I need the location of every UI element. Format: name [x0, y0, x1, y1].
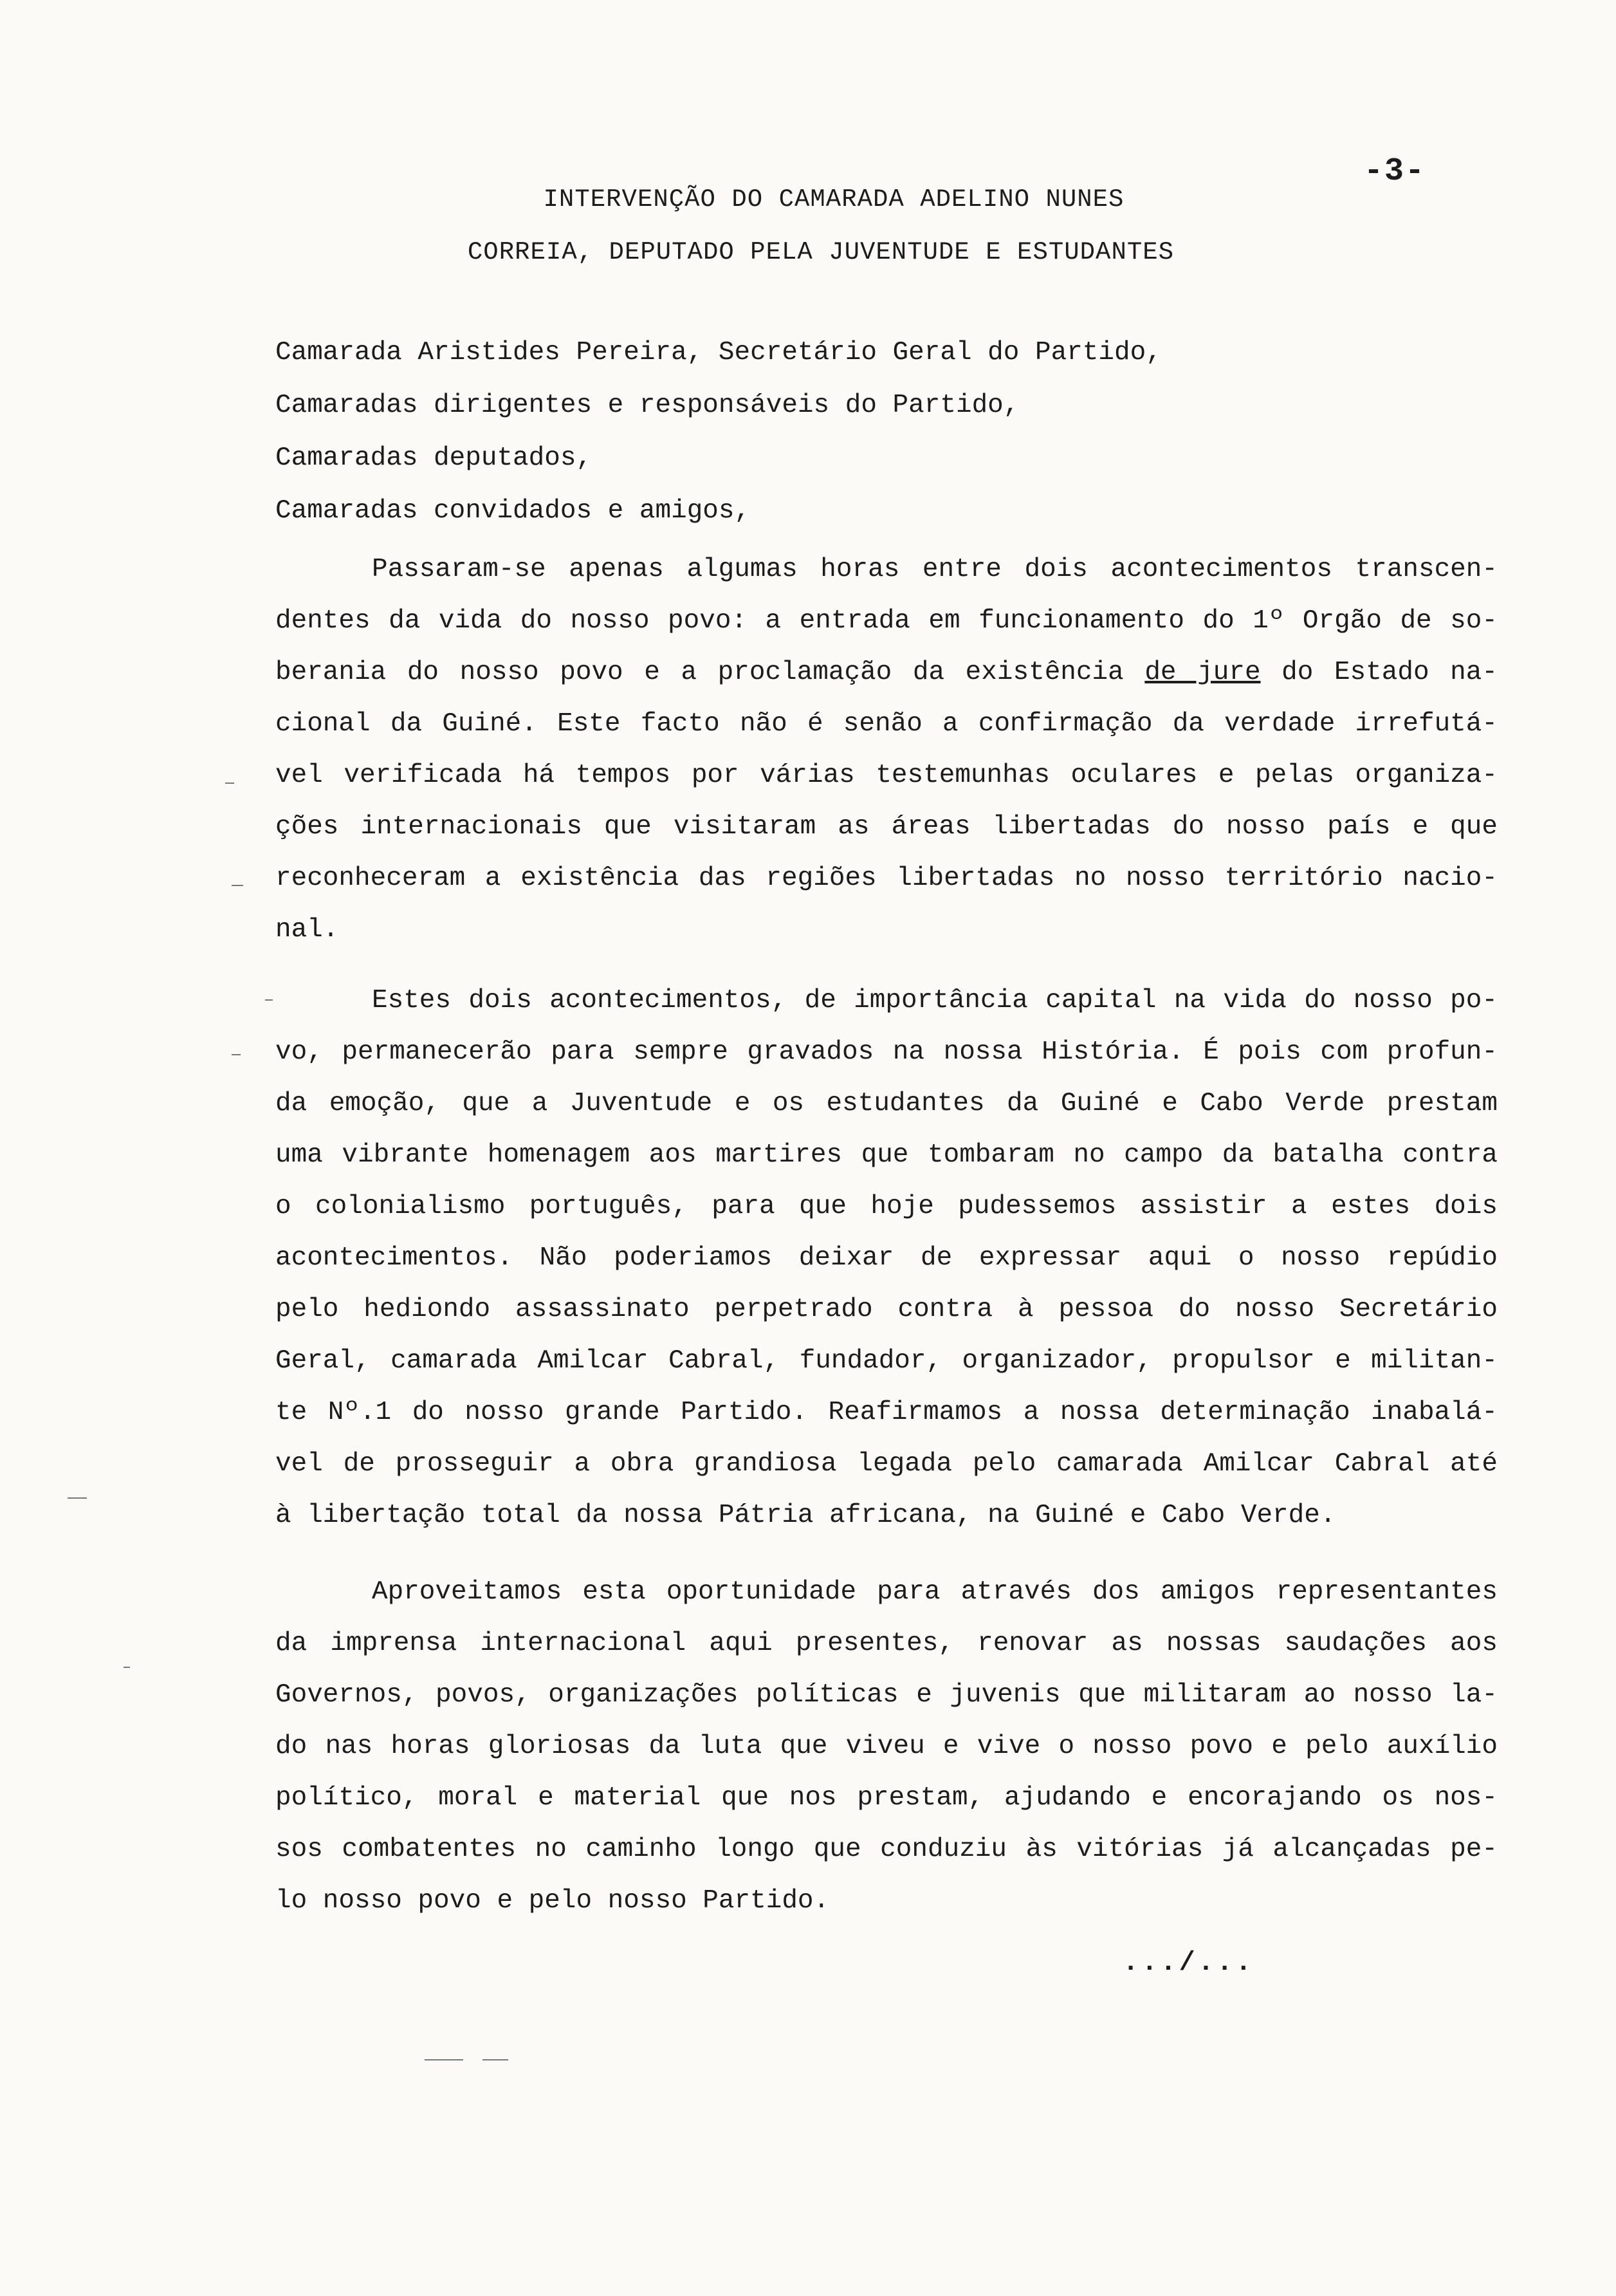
text-line: nal. — [275, 915, 339, 945]
margin-speck — [68, 1497, 87, 1499]
text-line: da emoção, que a Juventude e os estudantes da Guiné e Cabo Verde prestam — [275, 1089, 1498, 1118]
paragraph-3 — [275, 1566, 1498, 1927]
salutation-line: Camaradas dirigentes e responsáveis do Partido, — [275, 391, 1020, 420]
text-line: vel de prosseguir a obra grandiosa legada pelo camarada Amilcar Cabral até — [275, 1449, 1498, 1479]
text-line: Aproveitamos esta oportunidade para através dos amigos representantes — [372, 1577, 1498, 1607]
salutation-line: Camaradas convidados e amigos, — [275, 496, 751, 526]
margin-speck — [232, 1054, 241, 1055]
salutations — [275, 326, 1162, 537]
title-line-1: INTERVENÇÃO DO CAMARADA ADELINO NUNES — [543, 185, 1125, 214]
text-line: do nas horas gloriosas da luta que viveu e vive o nosso povo e pelo auxílio — [275, 1732, 1498, 1761]
margin-speck — [265, 999, 273, 1001]
salutation-line: Camaradas deputados, — [275, 443, 592, 473]
salutation-line: Camarada Aristides Pereira, Secretário Geral do Partido, — [275, 338, 1162, 367]
text-line: Estes dois acontecimentos, de importância capital na vida do nosso po- — [372, 986, 1498, 1015]
text-line: Passaram-se apenas algumas horas entre dois acontecimentos transcen- — [372, 555, 1498, 584]
text-line: lo nosso povo e pelo nosso Partido. — [275, 1886, 830, 1916]
text-line: Governos, povos, organizações políticas e juvenis que militaram ao nosso la- — [275, 1680, 1498, 1710]
text-line: vo, permanecerão para sempre gravados na nossa História. É pois com profun- — [275, 1037, 1498, 1067]
paragraph-1 — [275, 544, 1498, 956]
margin-speck — [425, 2059, 463, 2060]
text-line: cional da Guiné. Este facto não é senão a confirmação da verdade irrefutá- — [275, 709, 1498, 739]
title-line-2: CORREIA, DEPUTADO PELA JUVENTUDE E ESTUDANTES — [467, 238, 1175, 266]
text-line: uma vibrante homenagem aos martires que tombaram no campo da batalha contra — [275, 1140, 1498, 1170]
text-line: sos combatentes no caminho longo que conduziu às vitórias já alcançadas pe- — [275, 1835, 1498, 1864]
text-line — [275, 647, 1498, 698]
margin-speck — [124, 1667, 130, 1668]
text-line: dentes da vida do nosso povo: a entrada em funcionamento do 1º Orgão de so- — [275, 606, 1498, 636]
text-line: à libertação total da nossa Pátria africana, na Guiné e Cabo Verde. — [275, 1501, 1336, 1530]
text-line: político, moral e material que nos prestam, ajudando e encorajando os nos- — [275, 1783, 1498, 1813]
text-line: te Nº.1 do nosso grande Partido. Reafirmamos a nossa determinação inabalá- — [275, 1398, 1498, 1427]
text-line: vel verificada há tempos por várias testemunhas oculares e pelas organiza- — [275, 761, 1498, 790]
text-line: Geral, camarada Amilcar Cabral, fundador, organizador, propulsor e militan- — [275, 1346, 1498, 1376]
text-line: da imprensa internacional aqui presentes, renovar as nossas saudações aos — [275, 1629, 1498, 1658]
continuation-mark: .../... — [1123, 1947, 1254, 1978]
text-line: pelo hediondo assassinato perpetrado contra à pessoa do nosso Secretário — [275, 1295, 1498, 1324]
underlined-term: de jure — [1144, 658, 1261, 687]
text-line: ções internacionais que visitaram as áreas libertadas do nosso país e que — [275, 812, 1498, 842]
margin-speck — [232, 885, 243, 886]
margin-speck — [225, 782, 234, 784]
text-fragment: berania do nosso povo e a proclamação da existência — [275, 658, 1145, 687]
text-fragment: do Estado na- — [1260, 658, 1498, 687]
margin-speck — [482, 2059, 508, 2060]
text-line: o colonialismo português, para que hoje pudessemos assistir a estes dois — [275, 1192, 1498, 1221]
paragraph-2 — [275, 975, 1498, 1541]
page-number: -3- — [1364, 153, 1426, 190]
text-line: acontecimentos. Não poderiamos deixar de expressar aqui o nosso repúdio — [275, 1243, 1498, 1273]
text-line: reconheceram a existência das regiões libertadas no nosso território nacio- — [275, 864, 1498, 893]
